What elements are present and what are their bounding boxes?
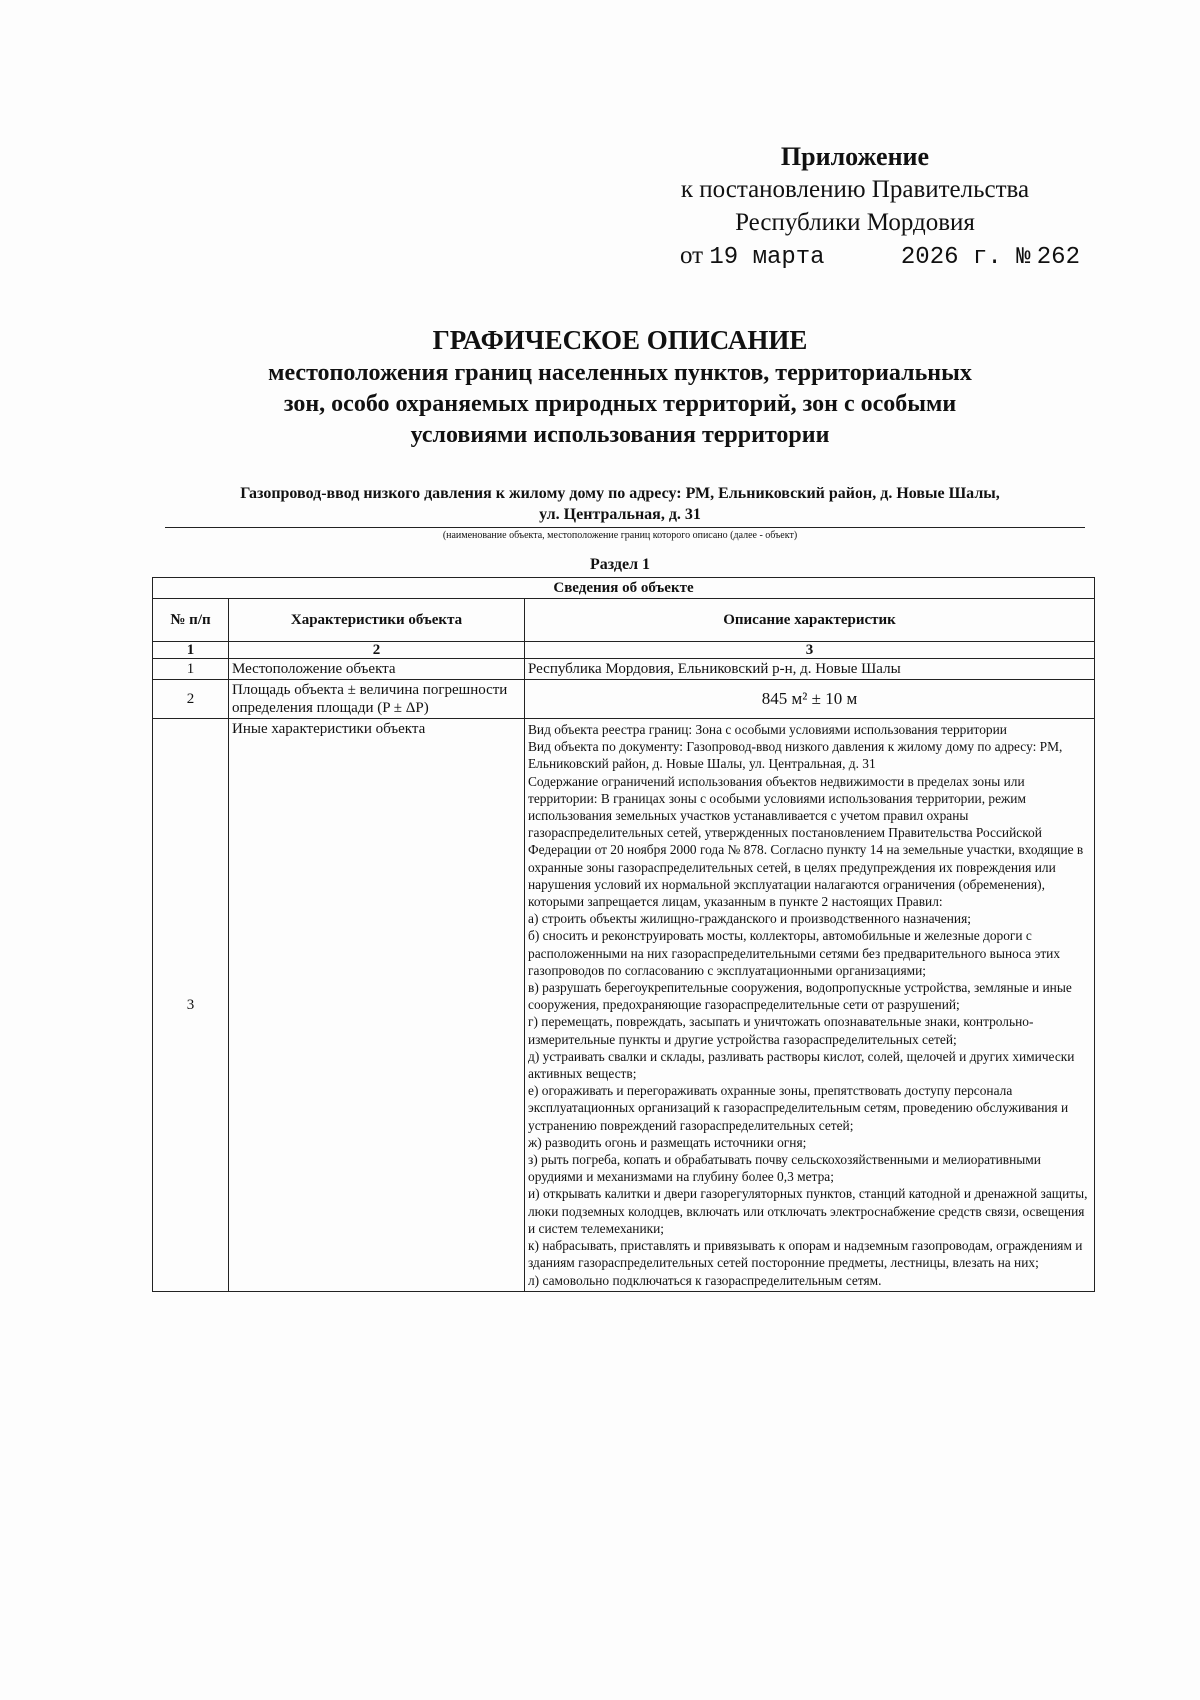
header-description: Описание характеристик (525, 599, 1095, 642)
column-index-row (153, 642, 1095, 659)
row-num: 3 (153, 719, 229, 1292)
appendix-heading: Приложение (780, 142, 930, 171)
appendix-date-line (620, 239, 1090, 274)
title-sub-line-1: местоположения границ населенных пунктов, территориальных (268, 360, 972, 386)
document-title (150, 322, 1090, 451)
table-header-row (153, 599, 1095, 642)
col-index-1: 1 (153, 642, 229, 659)
table-row (153, 659, 1095, 680)
object-caption: (наименование объекта, местоположение границ которого описано (далее - объект) (442, 530, 798, 541)
row-num: 2 (153, 680, 229, 719)
appendix-line-2: Республики Мордовия (735, 209, 975, 236)
date-value: 19 марта (709, 244, 825, 271)
header-num: № п/п (153, 599, 229, 642)
resolution-number: 262 (1036, 244, 1080, 271)
year-label: 2026 г. № (900, 244, 1031, 271)
date-prefix: от (680, 242, 704, 269)
table-row (153, 680, 1095, 719)
table-title-row (153, 578, 1095, 599)
object-underline (165, 527, 1085, 528)
row-characteristic: Площадь объекта ± величина погрешности определения площади (P ± ΔP) (229, 680, 525, 719)
row-num: 1 (153, 659, 229, 680)
col-index-2: 2 (229, 642, 525, 659)
title-main: ГРАФИЧЕСКОЕ ОПИСАНИЕ (432, 325, 808, 355)
table-row (153, 719, 1095, 1292)
object-name-line-1: Газопровод-ввод низкого давления к жилому дому по адресу: РМ, Ельниковский район, д. Новые Шалы, (240, 485, 1000, 502)
object-info-table (152, 577, 1095, 1292)
object-name-line-2: ул. Центральная, д. 31 (539, 506, 701, 523)
appendix-line-1: к постановлению Правительства (680, 176, 1030, 203)
row-description: Вид объекта реестра границ: Зона с особыми условиями использования территории Вид объекта по документу: Газопровод-ввод низкого давления к жилому дому по адресу: РМ, Ельниковский район, д. Новые Шалы, ул. Центральная, д. 31 Содержание ограничений использования объектов недвижимости в пределах зоны или территории: В границах зоны с особыми условиями использования территории, режим использования земельных участков устанавливается с учетом правил охраны газораспределительных сетей, утвержденных постановлением Правительства Российской Федерации от 20 ноября 2000 года № 878. Согласно пункту 14 на земельные участки, входящие в охранные зоны газораспределительных сетей, в целях предупреждения их повреждения или нарушения условий их нормальной эксплуатации налагаются ограничения (обременения), которыми запрещается лицам, указанным в пункте 2 настоящих Правил: а) строить объекты жилищно-гражданского и производственного назначения; б) сносить и реконструировать мосты, коллекторы, автомобильные и железные дороги с расположенными на них газораспределительными сетями без предварительного выноса этих газопроводов по согласованию с эксплуатационными организациями; в) разрушать берегоукрепительные сооружения, водопропускные устройства, земляные и иные сооружения, предохраняющие газораспределительные сети от разрушений; г) перемещать, повреждать, засыпать и уничтожать опознавательные знаки, контрольно-измерительные пункты и другие устройства газораспределительных сетей; д) устраивать свалки и склады, разливать растворы кислот, солей, щелочей и других химически активных веществ; е) огораживать и перегораживать охранные зоны, препятствовать доступу персонала эксплуатационных организаций к газораспределительным сетям, проведению обслуживания и устранению повреждений газораспределительных сетей; ж) разводить огонь и размещать источники огня; з) рыть погреба, копать и обрабатывать почву сельскохозяйственными и мелиоративными орудиями и механизмами на глубину более 0,3 метра; и) открывать калитки и двери газорегуляторных пунктов, станций катодной и дренажной защиты, люки подземных колодцев, включать или отключать электроснабжение средств связи, освещения и систем телемеханики; к) набрасывать, приставлять и привязывать к опорам и надземным газопроводам, ограждениям и зданиям газораспределительных сетей посторонние предметы, лестницы, влезать на них; л) самовольно подключаться к газораспределительным сетям. (525, 719, 1095, 1292)
row-description: 845 м² ± 10 м (525, 680, 1095, 719)
table-title: Сведения об объекте (153, 578, 1095, 599)
row-characteristic: Иные характеристики объекта (229, 719, 525, 1292)
row-characteristic: Местоположение объекта (229, 659, 525, 680)
row-description: Республика Мордовия, Ельниковский р-н, д. Новые Шалы (525, 659, 1095, 680)
object-name (150, 483, 1090, 525)
title-sub-line-3: условиями использования территории (410, 422, 830, 448)
section-title: Раздел 1 (589, 556, 651, 573)
appendix-block (620, 140, 1090, 274)
title-sub-line-2: зон, особо охраняемых природных территорий, зон с особыми (283, 391, 957, 417)
header-characteristic: Характеристики объекта (229, 599, 525, 642)
col-index-3: 3 (525, 642, 1095, 659)
